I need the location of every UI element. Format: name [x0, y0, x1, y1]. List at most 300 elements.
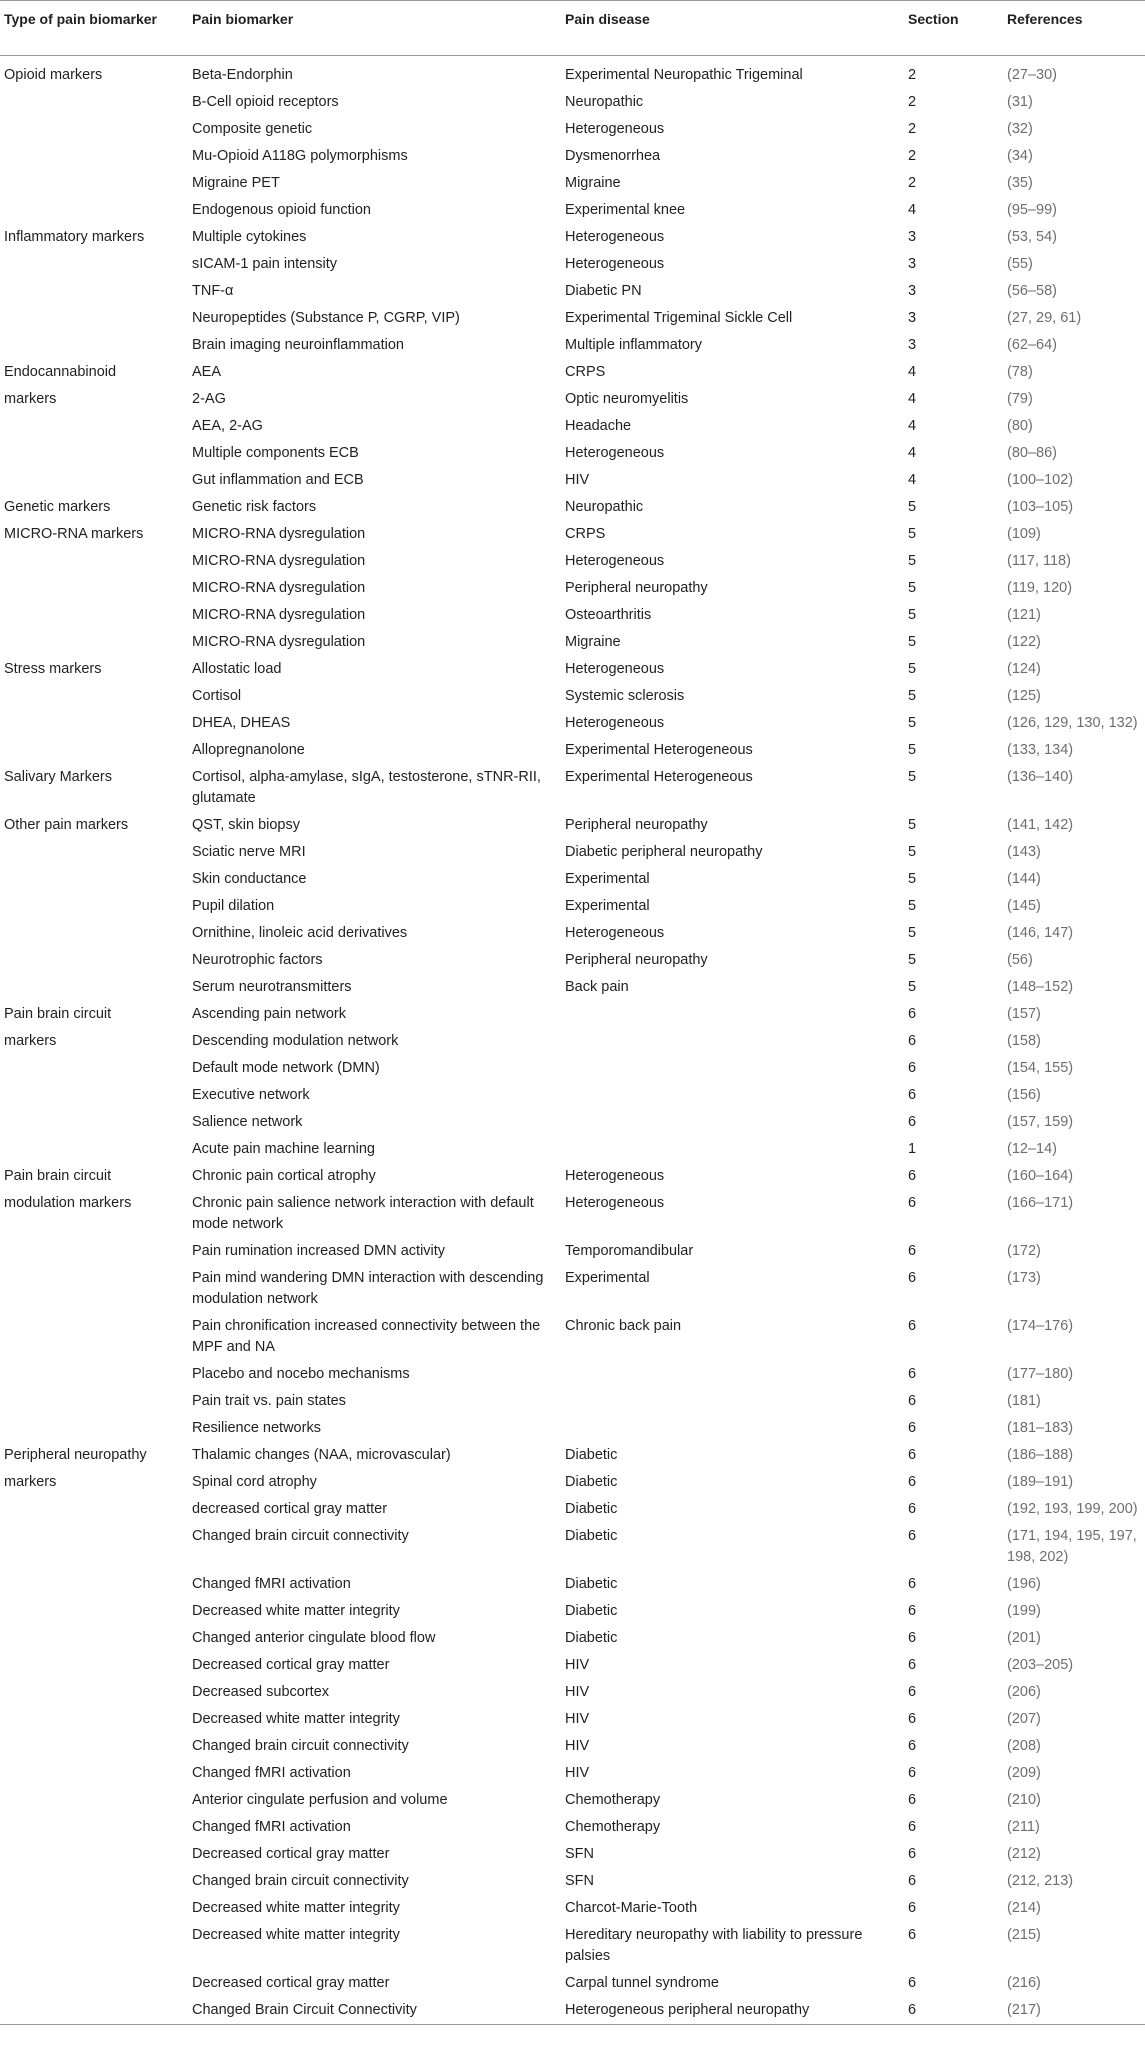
cell-section: 4: [908, 391, 917, 407]
cell-type: [0, 470, 192, 491]
cell-disease: Experimental Heterogeneous: [565, 742, 753, 758]
cell-type: [0, 308, 192, 329]
cell-section: 5: [908, 817, 917, 833]
cell-references[interactable]: (196): [1007, 1576, 1041, 1592]
cell-section: 2: [908, 175, 917, 191]
cell-type: Peripheral neuropathy: [4, 1447, 147, 1463]
cell-references[interactable]: (34): [1007, 148, 1033, 164]
cell-references[interactable]: (212, 213): [1007, 1873, 1074, 1889]
cell-biomarker: Descending modulation network: [192, 1033, 399, 1049]
cell-type: [0, 1790, 192, 1811]
cell-section: 6: [908, 1087, 917, 1103]
cell-section: 5: [908, 742, 917, 758]
cell-section: 6: [908, 1114, 917, 1130]
cell-references[interactable]: (145): [1007, 898, 1041, 914]
cell-references[interactable]: (181–183): [1007, 1420, 1074, 1436]
cell-disease: Peripheral neuropathy: [565, 817, 708, 833]
cell-references[interactable]: (117, 118): [1007, 553, 1071, 569]
cell-type: [0, 335, 192, 356]
table-row: [0, 1163, 1145, 1190]
cell-type: [0, 551, 192, 572]
header-disease: Pain disease: [565, 11, 650, 27]
table-row: [0, 1442, 1145, 1469]
cell-section: 5: [908, 499, 917, 515]
cell-type: Pain brain circuit: [4, 1006, 112, 1022]
cell-disease: Heterogeneous peripheral neuropathy: [565, 2002, 810, 2018]
cell-biomarker: Resilience networks: [192, 1420, 321, 1436]
cell-references[interactable]: (136–140): [1007, 769, 1074, 785]
cell-section: 6: [908, 1393, 917, 1409]
cell-section: 6: [908, 1420, 917, 1436]
cell-disease: Experimental: [565, 1270, 650, 1286]
cell-type: [0, 632, 192, 653]
cell-biomarker: Serum neurotransmitters: [192, 979, 352, 995]
cell-biomarker: Decreased cortical gray matter: [192, 1846, 390, 1862]
cell-disease: Dysmenorrhea: [565, 148, 661, 164]
cell-section: 5: [908, 607, 917, 623]
cell-references[interactable]: (157): [1007, 1006, 1041, 1022]
table-row: [0, 1814, 1145, 1841]
cell-disease: Diabetic: [565, 1576, 618, 1592]
table-row: [0, 359, 1145, 386]
cell-biomarker: Gut inflammation and ECB: [192, 472, 364, 488]
cell-biomarker: Multiple components ECB: [192, 445, 359, 461]
table-row: [0, 143, 1145, 170]
cell-references[interactable]: (211): [1007, 1819, 1040, 1835]
cell-references[interactable]: (27–30): [1007, 67, 1057, 83]
cell-section: 5: [908, 553, 917, 569]
cell-references[interactable]: (31): [1007, 94, 1033, 110]
cell-section: 4: [908, 472, 917, 488]
table-row: [0, 1679, 1145, 1706]
cell-type: [0, 173, 192, 194]
header-type: Type of pain biomarker: [4, 11, 157, 27]
table-row: [0, 1028, 1145, 1055]
table-row: [0, 737, 1145, 764]
cell-references[interactable]: (121): [1007, 607, 1041, 623]
cell-type: [0, 923, 192, 944]
table-row: [0, 1109, 1145, 1136]
cell-references[interactable]: (172): [1007, 1243, 1041, 1259]
table-row: [0, 440, 1145, 467]
table-row: [0, 629, 1145, 656]
cell-disease: Systemic sclerosis: [565, 688, 685, 704]
cell-type: [0, 443, 192, 464]
cell-type: [0, 1241, 192, 1262]
cell-type: [0, 2000, 192, 2021]
cell-disease: Diabetic PN: [565, 283, 642, 299]
cell-type: [0, 281, 192, 302]
table-row: [0, 305, 1145, 332]
cell-disease: Diabetic: [565, 1501, 618, 1517]
cell-biomarker: Salience network: [192, 1114, 303, 1130]
table-row: [0, 710, 1145, 737]
cell-section: 3: [908, 337, 917, 353]
cell-disease: [565, 1139, 908, 1160]
cell-section: 3: [908, 310, 917, 326]
cell-section: 6: [908, 1975, 917, 1991]
cell-type: [0, 713, 192, 734]
cell-biomarker: Executive network: [192, 1087, 310, 1103]
cell-section: 6: [908, 1528, 917, 1544]
cell-biomarker: Decreased cortical gray matter: [192, 1975, 390, 1991]
table-row: [0, 1598, 1145, 1625]
cell-references[interactable]: (103–105): [1007, 499, 1074, 515]
cell-type: markers: [4, 1033, 57, 1049]
cell-disease: Neuropathic: [565, 94, 644, 110]
cell-disease: [565, 1364, 908, 1385]
table-row: [0, 278, 1145, 305]
cell-disease: [565, 1004, 908, 1025]
cell-biomarker: Migraine PET: [192, 175, 280, 191]
cell-biomarker: Allostatic load: [192, 661, 282, 677]
cell-biomarker: Cortisol: [192, 688, 242, 704]
cell-references[interactable]: (207): [1007, 1711, 1041, 1727]
cell-disease: HIV: [565, 472, 590, 488]
cell-type: [0, 146, 192, 167]
cell-disease: Chronic back pain: [565, 1318, 682, 1334]
cell-type: [0, 1763, 192, 1784]
cell-type: [0, 896, 192, 917]
table-row: [0, 1082, 1145, 1109]
table-row: [0, 89, 1145, 116]
cell-section: 5: [908, 979, 917, 995]
cell-biomarker: Brain imaging neuroinflammation: [192, 337, 404, 353]
cell-references[interactable]: (35): [1007, 175, 1033, 191]
cell-section: 3: [908, 256, 917, 272]
cell-references[interactable]: (217): [1007, 2002, 1041, 2018]
cell-type: markers: [4, 1474, 57, 1490]
cell-biomarker: Pain chronification increased connectivity between the MPF and NA: [192, 1318, 541, 1355]
cell-references[interactable]: (206): [1007, 1684, 1041, 1700]
cell-disease: Neuropathic: [565, 499, 644, 515]
cell-disease: Experimental Trigeminal Sickle Cell: [565, 310, 793, 326]
cell-references[interactable]: (154, 155): [1007, 1060, 1074, 1076]
cell-references[interactable]: (126, 129, 130, 132): [1007, 715, 1138, 731]
cell-disease: HIV: [565, 1738, 590, 1754]
cell-references[interactable]: (192, 193, 199, 200): [1007, 1501, 1138, 1517]
cell-type: [0, 950, 192, 971]
table-bottom-rule: [0, 2024, 1145, 2025]
cell-references[interactable]: (100–102): [1007, 472, 1074, 488]
cell-disease: Chemotherapy: [565, 1819, 661, 1835]
cell-type: [0, 1316, 192, 1358]
cell-references[interactable]: (124): [1007, 661, 1041, 677]
cell-type: [0, 1526, 192, 1568]
cell-type: [0, 686, 192, 707]
cell-biomarker: MICRO-RNA dysregulation: [192, 580, 366, 596]
cell-references[interactable]: (133, 134): [1007, 742, 1074, 758]
cell-disease: CRPS: [565, 526, 606, 542]
cell-section: 6: [908, 1447, 917, 1463]
cell-references[interactable]: (109): [1007, 526, 1041, 542]
cell-type: Stress markers: [4, 661, 102, 677]
cell-references[interactable]: (166–171): [1007, 1195, 1074, 1211]
cell-disease: Diabetic peripheral neuropathy: [565, 844, 763, 860]
cell-biomarker: Ornithine, linoleic acid derivatives: [192, 925, 408, 941]
cell-references[interactable]: (203–205): [1007, 1657, 1074, 1673]
cell-references[interactable]: (27, 29, 61): [1007, 310, 1082, 326]
cell-section: 3: [908, 283, 917, 299]
header-section: Section: [908, 11, 959, 27]
cell-disease: [565, 1391, 908, 1412]
cell-disease: Headache: [565, 418, 632, 434]
header-references: References: [1007, 11, 1083, 27]
cell-references[interactable]: (216): [1007, 1975, 1041, 1991]
table-row: [0, 1055, 1145, 1082]
cell-biomarker: Decreased white matter integrity: [192, 1900, 400, 1916]
cell-type: [0, 1139, 192, 1160]
cell-biomarker: Multiple cytokines: [192, 229, 307, 245]
cell-biomarker: Endogenous opioid function: [192, 202, 371, 218]
cell-type: Salivary Markers: [4, 769, 112, 785]
cell-biomarker: Neurotrophic factors: [192, 952, 323, 968]
cell-references[interactable]: (55): [1007, 256, 1033, 272]
cell-type: Endocannabinoid: [4, 364, 117, 380]
cell-references[interactable]: (212): [1007, 1846, 1041, 1862]
table-row: [0, 812, 1145, 839]
cell-type: [0, 869, 192, 890]
cell-references[interactable]: (215): [1007, 1927, 1041, 1943]
cell-disease: Diabetic: [565, 1474, 618, 1490]
table-row: [0, 974, 1145, 1001]
cell-references[interactable]: (201): [1007, 1630, 1041, 1646]
cell-references[interactable]: (208): [1007, 1738, 1041, 1754]
cell-references[interactable]: (210): [1007, 1792, 1041, 1808]
cell-type: [0, 119, 192, 140]
table-row: [0, 197, 1145, 224]
cell-type: [0, 1574, 192, 1595]
cell-type: [0, 1391, 192, 1412]
cell-section: 5: [908, 580, 917, 596]
cell-type: [0, 1871, 192, 1892]
table-row: [0, 1841, 1145, 1868]
cell-section: 2: [908, 67, 917, 83]
table-row: [0, 1265, 1145, 1313]
cell-disease: HIV: [565, 1765, 590, 1781]
cell-biomarker: Placebo and nocebo mechanisms: [192, 1366, 410, 1382]
cell-biomarker: MICRO-RNA dysregulation: [192, 634, 366, 650]
cell-biomarker: DHEA, DHEAS: [192, 715, 291, 731]
table-row: [0, 1970, 1145, 1997]
cell-section: 6: [908, 1060, 917, 1076]
table-row: [0, 920, 1145, 947]
table-row: [0, 1388, 1145, 1415]
cell-section: 6: [908, 1474, 917, 1490]
table-row: [0, 1571, 1145, 1598]
table-row: [0, 116, 1145, 143]
table-header: [0, 1, 1145, 55]
cell-type: [0, 1844, 192, 1865]
cell-references[interactable]: (209): [1007, 1765, 1041, 1781]
cell-section: 6: [908, 1168, 917, 1184]
table-row: [0, 1136, 1145, 1163]
cell-disease: Peripheral neuropathy: [565, 580, 708, 596]
cell-type: [0, 200, 192, 221]
cell-biomarker: Anterior cingulate perfusion and volume: [192, 1792, 448, 1808]
cell-section: 5: [908, 661, 917, 677]
cell-biomarker: Changed brain circuit connectivity: [192, 1738, 409, 1754]
cell-type: markers: [4, 391, 57, 407]
table-row: [0, 1895, 1145, 1922]
cell-disease: Heterogeneous: [565, 661, 665, 677]
cell-section: 5: [908, 769, 917, 785]
cell-biomarker: Changed brain circuit connectivity: [192, 1873, 409, 1889]
table-row: [0, 332, 1145, 359]
table-row: [0, 494, 1145, 521]
cell-section: 6: [908, 1873, 917, 1889]
cell-biomarker: Pain mind wandering DMN interaction with descending modulation network: [192, 1270, 544, 1307]
cell-references[interactable]: (171, 194, 195, 197, 198, 202): [1007, 1528, 1137, 1565]
cell-type: [0, 1364, 192, 1385]
cell-section: 1: [908, 1141, 917, 1157]
cell-section: 6: [908, 1711, 917, 1727]
cell-references[interactable]: (157, 159): [1007, 1114, 1074, 1130]
cell-section: 5: [908, 952, 917, 968]
cell-references[interactable]: (186–188): [1007, 1447, 1074, 1463]
cell-type: Pain brain circuit: [4, 1168, 112, 1184]
table-row: [0, 839, 1145, 866]
cell-section: 5: [908, 715, 917, 731]
cell-biomarker: MICRO-RNA dysregulation: [192, 607, 366, 623]
cell-references[interactable]: (174–176): [1007, 1318, 1074, 1334]
cell-biomarker: AEA: [192, 364, 222, 380]
cell-references[interactable]: (199): [1007, 1603, 1041, 1619]
table-row: [0, 521, 1145, 548]
cell-disease: Experimental Neuropathic Trigeminal: [565, 67, 803, 83]
cell-disease: HIV: [565, 1711, 590, 1727]
cell-biomarker: Skin conductance: [192, 871, 307, 887]
table-row: [0, 1733, 1145, 1760]
cell-references[interactable]: (160–164): [1007, 1168, 1074, 1184]
cell-references[interactable]: (189–191): [1007, 1474, 1074, 1490]
table-row: [0, 548, 1145, 575]
cell-references[interactable]: (125): [1007, 688, 1041, 704]
cell-disease: CRPS: [565, 364, 606, 380]
cell-type: [0, 842, 192, 863]
table-row: [0, 866, 1145, 893]
cell-references[interactable]: (56–58): [1007, 283, 1057, 299]
cell-disease: SFN: [565, 1873, 594, 1889]
cell-biomarker: Changed anterior cingulate blood flow: [192, 1630, 436, 1646]
cell-type: MICRO-RNA markers: [4, 526, 144, 542]
cell-biomarker: TNF-α: [192, 283, 234, 299]
cell-type: [0, 92, 192, 113]
cell-biomarker: Changed Brain Circuit Connectivity: [192, 2002, 417, 2018]
cell-section: 6: [908, 1738, 917, 1754]
cell-references[interactable]: (80): [1007, 418, 1033, 434]
cell-section: 4: [908, 202, 917, 218]
cell-references[interactable]: (181): [1007, 1393, 1041, 1409]
cell-references[interactable]: (146, 147): [1007, 925, 1074, 941]
cell-disease: Heterogeneous: [565, 1195, 665, 1211]
cell-references[interactable]: (80–86): [1007, 445, 1057, 461]
table-row: [0, 656, 1145, 683]
cell-biomarker: MICRO-RNA dysregulation: [192, 526, 366, 542]
cell-section: 6: [908, 1576, 917, 1592]
cell-references[interactable]: (177–180): [1007, 1366, 1074, 1382]
table-row: [0, 683, 1145, 710]
table-row: [0, 1001, 1145, 1028]
table-row: [0, 62, 1145, 89]
cell-section: 5: [908, 526, 917, 542]
cell-section: 5: [908, 688, 917, 704]
cell-references[interactable]: (95–99): [1007, 202, 1057, 218]
cell-disease: Multiple inflammatory: [565, 337, 702, 353]
cell-references[interactable]: (148–152): [1007, 979, 1074, 995]
cell-disease: Heterogeneous: [565, 715, 665, 731]
cell-disease: Heterogeneous: [565, 229, 665, 245]
cell-disease: HIV: [565, 1657, 590, 1673]
cell-references[interactable]: (141, 142): [1007, 817, 1074, 833]
cell-references[interactable]: (143): [1007, 844, 1041, 860]
cell-biomarker: Pain rumination increased DMN activity: [192, 1243, 446, 1259]
table-row: [0, 764, 1145, 812]
cell-disease: Peripheral neuropathy: [565, 952, 708, 968]
cell-disease: Hereditary neuropathy with liability to pressure palsies: [565, 1927, 863, 1964]
cell-references[interactable]: (12–14): [1007, 1141, 1057, 1157]
cell-references[interactable]: (144): [1007, 871, 1041, 887]
cell-type: [0, 1418, 192, 1439]
cell-references[interactable]: (32): [1007, 121, 1033, 137]
cell-references[interactable]: (62–64): [1007, 337, 1057, 353]
cell-section: 2: [908, 94, 917, 110]
table-row: [0, 1190, 1145, 1238]
cell-references[interactable]: (119, 120): [1007, 580, 1073, 596]
cell-section: 6: [908, 1765, 917, 1781]
cell-disease: Migraine: [565, 634, 621, 650]
cell-type: modulation markers: [4, 1195, 132, 1211]
cell-type: Genetic markers: [4, 499, 111, 515]
cell-section: 6: [908, 1657, 917, 1673]
cell-references[interactable]: (53, 54): [1007, 229, 1057, 245]
cell-section: 4: [908, 364, 917, 380]
cell-type: [0, 578, 192, 599]
cell-references[interactable]: (156): [1007, 1087, 1041, 1103]
cell-references[interactable]: (158): [1007, 1033, 1041, 1049]
cell-type: [0, 1601, 192, 1622]
table-row: [0, 1415, 1145, 1442]
cell-references[interactable]: (78): [1007, 364, 1033, 380]
cell-disease: Heterogeneous: [565, 553, 665, 569]
cell-biomarker: Pain trait vs. pain states: [192, 1393, 346, 1409]
cell-section: 5: [908, 871, 917, 887]
cell-type: [0, 416, 192, 437]
cell-references[interactable]: (173): [1007, 1270, 1041, 1286]
cell-references[interactable]: (79): [1007, 391, 1033, 407]
table-row: [0, 575, 1145, 602]
cell-biomarker: Composite genetic: [192, 121, 313, 137]
cell-disease: Heterogeneous: [565, 256, 665, 272]
cell-type: [0, 1973, 192, 1994]
cell-section: 6: [908, 2002, 917, 2018]
cell-type: [0, 1058, 192, 1079]
cell-type: [0, 1112, 192, 1133]
cell-biomarker: Pupil dilation: [192, 898, 275, 914]
cell-references[interactable]: (56): [1007, 952, 1033, 968]
table-row: [0, 413, 1145, 440]
table-row: [0, 386, 1145, 413]
cell-references[interactable]: (214): [1007, 1900, 1041, 1916]
table-row: [0, 1523, 1145, 1571]
cell-section: 6: [908, 1243, 917, 1259]
table-row: [0, 467, 1145, 494]
cell-biomarker: Sciatic nerve MRI: [192, 844, 306, 860]
cell-section: 6: [908, 1792, 917, 1808]
table-row: [0, 251, 1145, 278]
cell-biomarker: Decreased white matter integrity: [192, 1927, 400, 1943]
cell-references[interactable]: (122): [1007, 634, 1041, 650]
